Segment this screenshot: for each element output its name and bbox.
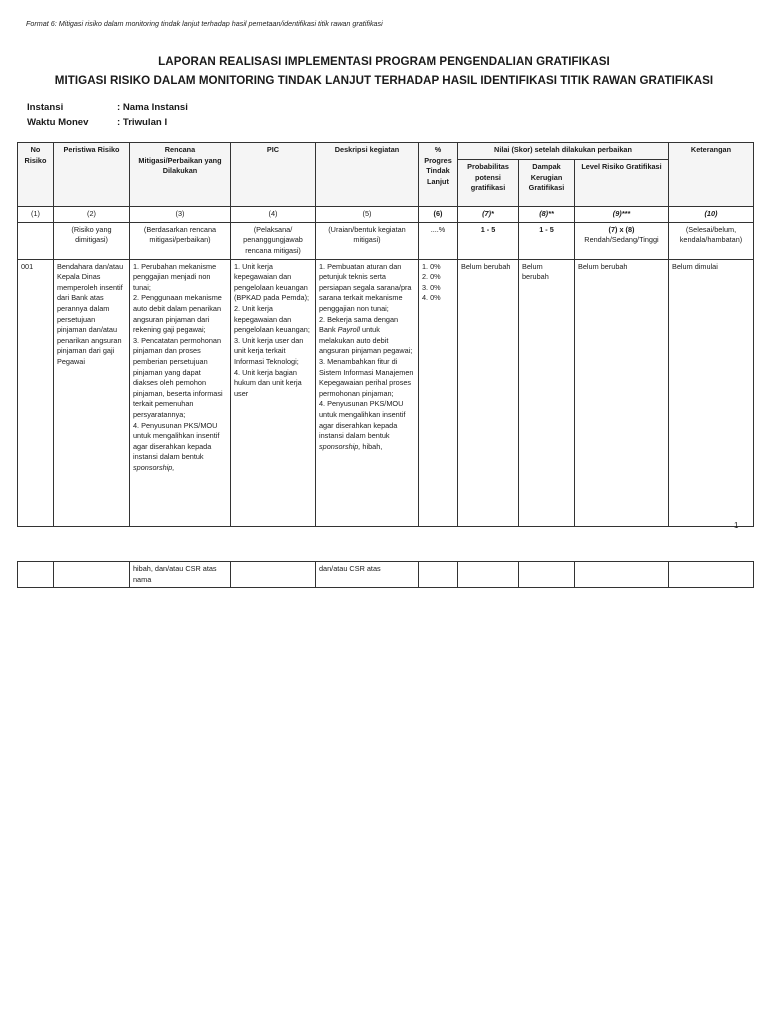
coldesc-10: (Selesai/belum, kendala/hambatan) (669, 222, 754, 259)
pic-item: 2. Unit kerja kepegawaian dan pengelolaan keuangan; (234, 303, 310, 335)
risk-table (17, 142, 754, 527)
cont-cell-deskripsi: dan/atau CSR atas (316, 562, 419, 588)
cell-probabilitas: Belum berubah (458, 259, 519, 526)
deskripsi-text: 2. Bekerja sama dengan Bank (319, 314, 399, 335)
cont-cell-probabilitas (458, 562, 519, 588)
column-desc-row (18, 222, 754, 259)
cell-keterangan: Belum dimulai (669, 259, 754, 526)
waktu-label: Waktu Monev (27, 117, 89, 128)
coldesc-3: (Berdasarkan rencana mitigasi/perbaikan) (130, 222, 231, 259)
colnum-6: (6) (419, 207, 458, 223)
cell-progres (419, 259, 458, 526)
colnum-7: (7)* (458, 207, 519, 223)
cont-cell-progres (419, 562, 458, 588)
cell-rencana (130, 259, 231, 526)
header-peristiwa: Peristiwa Risiko (54, 143, 130, 207)
coldesc-2: (Risiko yang dimitigasi) (54, 222, 130, 259)
pic-item: 3. Unit kerja user dan unit kerja terkait Informasi Teknologi; (234, 335, 304, 366)
coldesc-9-levels: Rendah/Sedang/Tinggi (584, 235, 659, 245)
header-nilai: Nilai (Skor) setelah dilakukan perbaikan (458, 143, 669, 160)
table-row (18, 259, 754, 526)
colnum-9: (9)*** (575, 207, 669, 223)
header-row (18, 143, 754, 160)
instansi-value: : Nama Instansi (117, 102, 188, 113)
cell-dampak: Belum berubah (519, 259, 575, 526)
table-row (18, 562, 754, 588)
progres-item: 3. 0% (422, 282, 441, 292)
waktu-value: : Triwulan I (117, 117, 168, 128)
colnum-10: (10) (669, 207, 754, 223)
deskripsi-text: hibah, (362, 441, 383, 451)
colnum-8: (8)** (519, 207, 575, 223)
continuation-table (17, 561, 754, 588)
header-level: Level Risiko Gratifikasi (575, 160, 669, 207)
cont-cell-dampak (519, 562, 575, 588)
colnum-3: (3) (130, 207, 231, 223)
colnum-2: (2) (54, 207, 130, 223)
deskripsi-text: untuk melakukan auto debit angsuran pinjaman pegawai; (319, 325, 413, 356)
header-rencana: Rencana Mitigasi/Perbaikan yang Dilakukan (130, 143, 231, 207)
cell-peristiwa: Bendahara dan/atau Kepala Dinas memperoleh insentif dari Bank atas perannya dalam persetujuan pinjaman dan/atau penarikan angsuran pinjaman dari gaji Pegawai (54, 259, 130, 526)
rencana-item: 3. Pencatatan permohonan pinjaman dan proses pemberian persetujuan pinjaman yang dapat diakses oleh pemohon pinjaman, beserta informasi terkait pemenuhan persyaratannya; (133, 335, 223, 419)
rencana-item-italic: sponsorship, (133, 462, 175, 472)
page-number: 1 (734, 521, 739, 530)
header-dampak: Dampak Kerugian Gratifikasi (519, 160, 575, 207)
format-note: Format 6: Mitigasi risiko dalam monitoring tindak lanjut terhadap hasil pemetaan/identifikasi titik rawan gratifikasi (26, 19, 383, 28)
header-pic: PIC (231, 143, 316, 207)
progres-item: 4. 0% (422, 293, 441, 303)
colnum-5: (5) (316, 207, 419, 223)
progres-item: 1. 0% (422, 261, 441, 271)
coldesc-8: 1 - 5 (519, 222, 575, 259)
cont-cell-rencana: hibah, dan/atau CSR atas nama (130, 562, 231, 588)
rencana-item: 2. Penggunaan mekanisme auto debit dalam penarikan angsuran pinjaman dari rekening gaji pegawai; (133, 293, 222, 335)
cell-level: Belum berubah (575, 259, 669, 526)
meta-waktu (27, 117, 167, 128)
header-probabilitas: Probabilitas potensi gratifikasi (458, 160, 519, 207)
colnum-1: (1) (18, 207, 54, 223)
cont-cell-no (18, 562, 54, 588)
deskripsi-item (319, 315, 415, 357)
cell-pic (231, 259, 316, 526)
deskripsi-item (319, 399, 415, 452)
rencana-item-text: 4. Penyusunan PKS/MOU untuk mengalihkan insentif agar diserahkan kepada instansi dalam bentuk (133, 420, 220, 462)
colnum-4: (4) (231, 207, 316, 223)
coldesc-9 (575, 222, 669, 259)
progres-item: 2. 0% (422, 272, 441, 282)
rencana-item (133, 421, 227, 474)
cont-cell-peristiwa (54, 562, 130, 588)
header-no: No Risiko (18, 143, 54, 207)
cont-cell-pic (231, 562, 316, 588)
coldesc-6: ....% (419, 222, 458, 259)
header-keterangan: Keterangan (669, 143, 754, 207)
pic-item: 4. Unit kerja bagian hukum dan unit kerja user (234, 367, 302, 398)
cell-no: 001 (18, 259, 54, 526)
deskripsi-item: 3. Menambahkan fitur di Sistem Informasi Manajemen Kepegawaian perihal proses permohonan pinjaman; (319, 356, 414, 398)
coldesc-9-formula: (7) x (8) (608, 224, 635, 234)
header-deskripsi: Deskripsi kegiatan (316, 143, 419, 207)
instansi-label: Instansi (27, 102, 64, 113)
coldesc-5: (Uraian/bentuk kegiatan mitigasi) (316, 222, 419, 259)
report-subtitle: MITIGASI RISIKO DALAM MONITORING TINDAK LANJUT TERHADAP HASIL IDENTIFIKASI TITIK RAWAN GRATIFIKASI (54, 74, 714, 87)
deskripsi-text: 4. Penyusunan PKS/MOU untuk mengalihkan insentif agar diserahkan kepada instansi dalam bentuk (319, 399, 406, 441)
column-number-row (18, 207, 754, 223)
deskripsi-italic: sponsorship, (319, 441, 361, 451)
cont-cell-level (575, 562, 669, 588)
report-title: LAPORAN REALISASI IMPLEMENTASI PROGRAM PENGENDALIAN GRATIFIKASI (158, 55, 610, 68)
cell-deskripsi (316, 259, 419, 526)
pic-item: 1. Unit kerja kepegawaian dan pengelolaan keuangan (BPKAD pada Pemda); (234, 261, 310, 303)
meta-instansi (27, 102, 188, 113)
rencana-item: 1. Perubahan mekanisme penggajian menjadi non tunai; (133, 261, 217, 292)
deskripsi-italic: Payroll (337, 325, 360, 335)
coldesc-7: 1 - 5 (458, 222, 519, 259)
cont-cell-keterangan (669, 562, 754, 588)
coldesc-4: (Pelaksana/ penanggungjawab rencana mitigasi) (231, 222, 316, 259)
coldesc-1 (18, 222, 54, 259)
header-progres: % Progres Tindak Lanjut (419, 143, 458, 207)
deskripsi-item: 1. Pembuatan aturan dan petunjuk teknis serta persiapan segala sarana/pra sarana terkait mekanisme penggajian non tunai; (319, 261, 412, 313)
